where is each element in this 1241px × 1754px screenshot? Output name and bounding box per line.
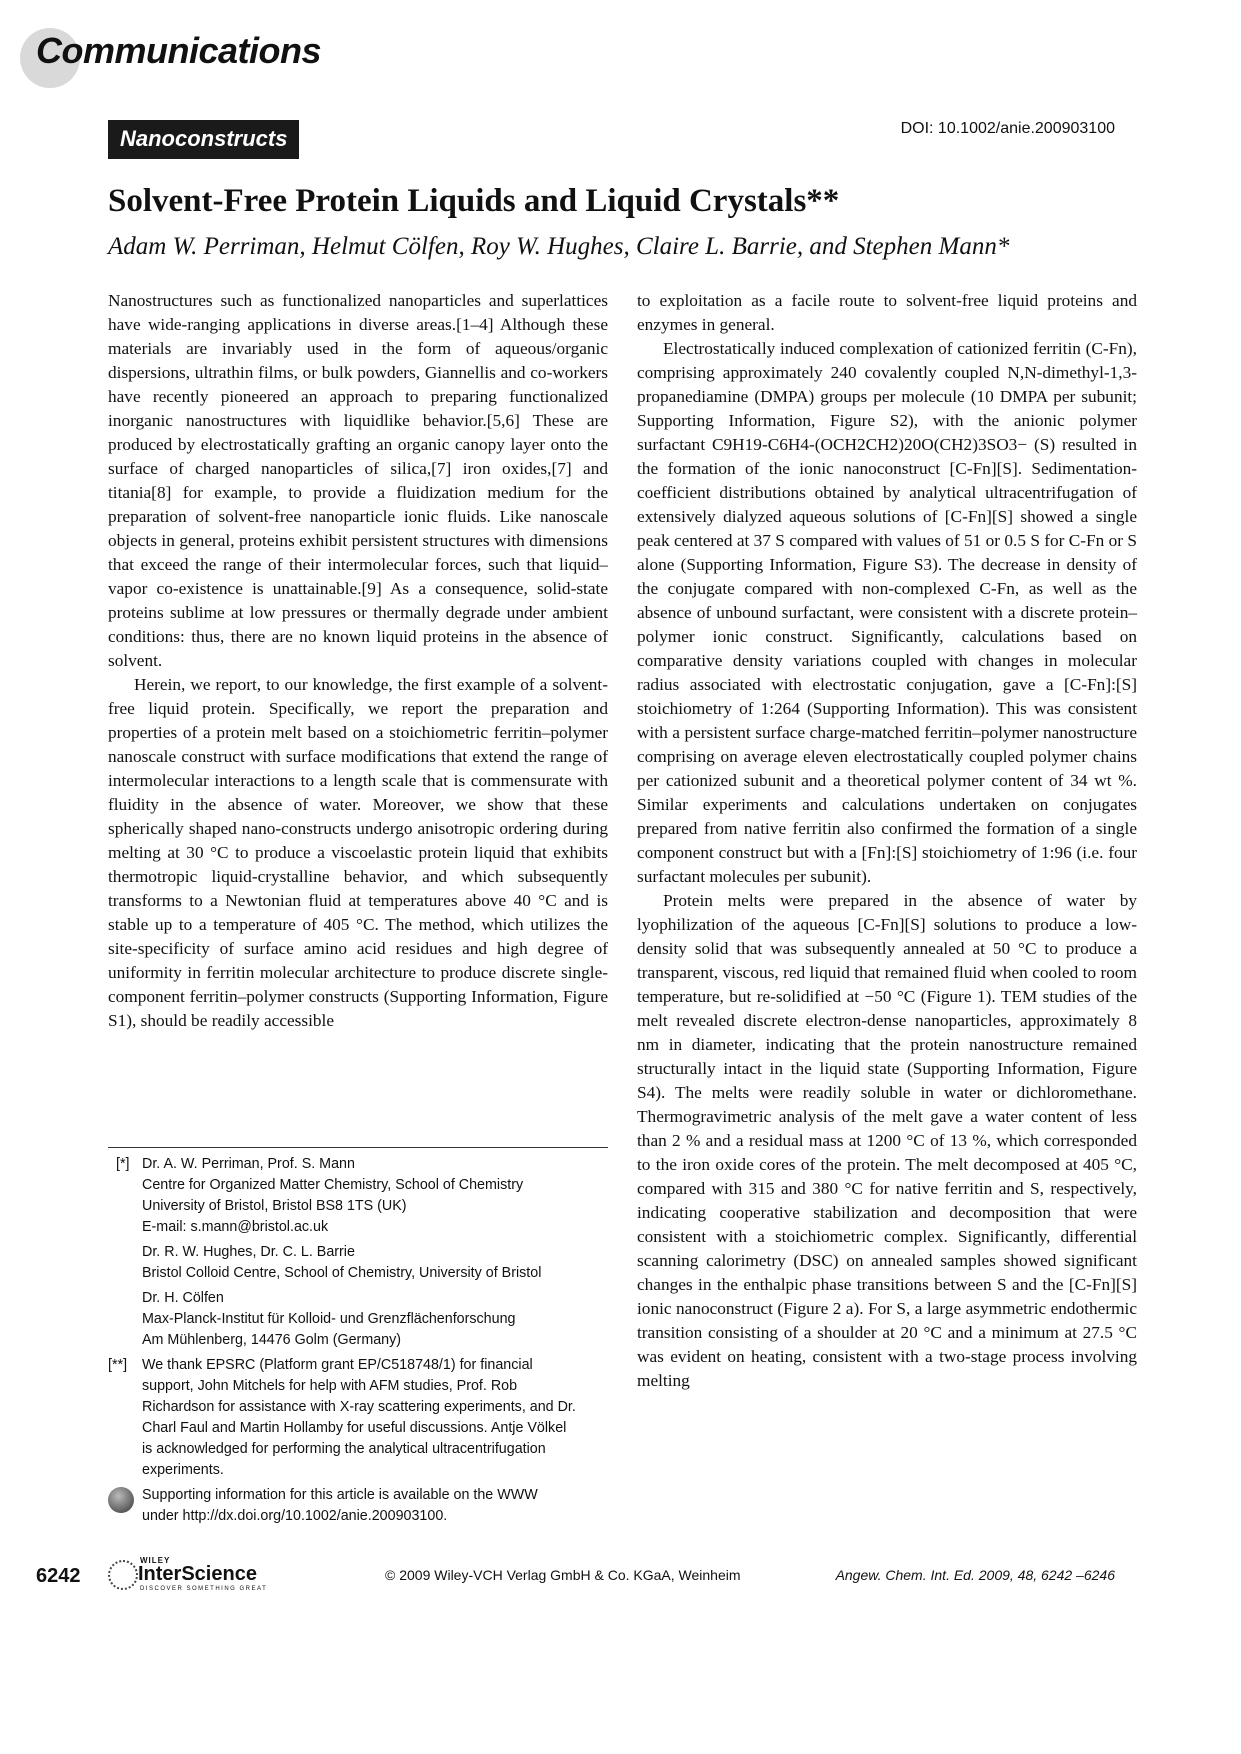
author-list: Adam W. Perriman, Helmut Cölfen, Roy W. Hughes, Claire L. Barrie, and Stephen Mann* <box>108 233 1010 260</box>
acknowledgment-mark: [**] <box>108 1357 128 1373</box>
acknowledgment-line: experiments. <box>142 1462 224 1478</box>
paragraph: Nanostructures such as functionalized nanoparticles and superlattices have wide-ranging applications in diverse areas.[1–4] Although these materials are invariably used in the form of aqueous/organic dispersions, ultrathin films, or bulk powders, Giannellis and co-workers have recently pioneered an approach to preparing functionalized inorganic nanostructures with liquidlike behavior.[5,6] These are produced by electrostatically grafting an organic canopy layer onto the surface of charged nanoparticles of silica,[7] iron oxides,[7] and titania[8] for example, to provide a fluidization medium for the preparation of solvent-free nanoparticle ionic fluids. Like nanoscale objects in general, proteins exhibit persistent structures with dimensions that exceed the range of their intermolecular forces, such that liquid–vapor co-existence is unattainable.[9] As a consequence, solid-state proteins sublime at low pressures or thermally degrade under ambient conditions: thus, there are no known liquid proteins in the absence of solvent. <box>108 291 608 670</box>
affiliation-email[interactable]: E-mail: s.mann@bristol.ac.uk <box>142 1219 329 1235</box>
sun-logo-icon <box>108 1560 138 1590</box>
supporting-info-link[interactable]: under http://dx.doi.org/10.1002/anie.200903100. <box>142 1508 448 1524</box>
publisher-logo[interactable] <box>108 1556 267 1592</box>
article-title: Solvent-Free Protein Liquids and Liquid Crystals** <box>108 183 840 219</box>
topic-kicker: Nanoconstructs <box>108 120 299 159</box>
logo-tagline: DISCOVER SOMETHING GREAT <box>140 1586 268 1592</box>
acknowledgment-line: is acknowledged for performing the analytical ultracentrifugation <box>142 1441 546 1457</box>
affiliation-note <box>108 1154 608 1351</box>
left-column <box>108 289 608 1531</box>
logo-wiley: WILEY <box>140 1556 171 1565</box>
copyright: © 2009 Wiley-VCH Verlag GmbH & Co. KGaA, Weinheim <box>385 1567 741 1583</box>
acknowledgment-line: We thank EPSRC (Platform grant EP/C518748/1) for financial <box>142 1357 533 1373</box>
logo-brand: InterScience <box>138 1563 257 1585</box>
supporting-info-line: Supporting information for this article is available on the WWW <box>142 1487 538 1503</box>
supporting-info-note <box>108 1485 608 1527</box>
section-heading: Communications <box>36 30 322 71</box>
affiliation-address: University of Bristol, Bristol BS8 1TS (UK) <box>142 1198 407 1214</box>
acknowledgment-line: Richardson for assistance with X-ray scattering experiments, and Dr. <box>142 1399 576 1415</box>
paragraph: Protein melts were prepared in the absence of water by lyophilization of the aqueous [C-Fn][S] solutions to produce a low-density solid that was subsequently annealed at 50 °C to produce a transparent, viscous, red liquid that remained fluid when cooled to room temperature, but re-solidified at −50 °C (Figure 1). TEM studies of the melt revealed discrete electron-dense nanoparticles, approximately 8 nm in diameter, indicating that the protein nanostructure remained structurally intact in the liquid state (Supporting Information, Figure S4). The melts were readily soluble in water or dichloromethane. Thermogravimetric analysis of the melt gave a water content of less than 2 % and a residual mass at 1200 °C of 13 %, which corresponded to the iron oxide cores of the protein. The melt decomposed at 405 °C, compared with 315 and 380 °C for native ferritin and S, respectively, indicating cooperative stabilization and decomposition that were consistent with a stoichiometric complex. Significantly, differential scanning calorimetry (DSC) on annealed samples showed significant changes in the enthalpic phase transitions between S and the [C-Fn][S] ionic nanoconstruct (Figure 2 a). For S, a large asymmetric endothermic transition consisting of a shoulder at 20 °C and a minimum at 27.5 °C was evident on heating, consistent with a two-stage process involving melting <box>637 891 1137 1390</box>
acknowledgment-note <box>108 1355 608 1481</box>
doi[interactable]: DOI: 10.1002/anie.200903100 <box>900 120 1115 137</box>
paragraph: Electrostatically induced complexation of cationized ferritin (C-Fn), comprising approximately 240 covalently coupled N,N-dimethyl-1,3-propanediamine (DMPA) groups per molecule (10 DMPA per subunit; Supporting Information, Figure S2), with the anionic polymer surfactant C9H19-C6H4-(OCH2CH2)20O(CH2)3SO3− (S) resulted in the formation of the ionic nanoconstruct [C-Fn][S]. Sedimentation-coefficient distributions obtained by analytical ultracentrifugation of extensively dialyzed aqueous solutions of [C-Fn][S] showed a single peak centered at 37 S compared with values of 51 or 0.5 S for C-Fn or S alone (Supporting Information, Figure S3). The decrease in density of the conjugate compared with non-complexed C-Fn, as well as the absence of unbound surfactant, were consistent with a discrete protein–polymer ionic construct. Significantly, calculations based on comparative density variations coupled with changes in molecular radius associated with electrostatic conjugation, gave a [C-Fn]:[S] stoichiometry of 1:264 (Supporting Information). This was consistent with a persistent surface charge-matched ferritin–polymer nanostructure comprising on average eleven electrostatically coupled polymer chains per cationized subunit and a theoretical polymer content of 34 wt %. Similar experiments and calculations undertaken on conjugates prepared from native ferritin also confirmed the formation of a single component construct but with a [Fn]:[S] stoichiometry of 1:96 (i.e. four surfactant molecules per subunit). <box>637 339 1137 886</box>
acknowledgment-line: Charl Faul and Martin Hollamby for useful discussions. Antje Völkel <box>142 1420 567 1436</box>
footnotes <box>108 1154 608 1527</box>
affiliation-names: Dr. A. W. Perriman, Prof. S. Mann <box>142 1156 355 1172</box>
journal-citation: Angew. Chem. Int. Ed. 2009, 48, 6242 –6246 <box>835 1567 1115 1583</box>
footnote-divider <box>108 1147 608 1148</box>
affiliation-names: Dr. R. W. Hughes, Dr. C. L. Barrie <box>142 1244 355 1260</box>
paragraph: to exploitation as a facile route to solvent-free liquid proteins and enzymes in general. <box>637 291 1137 334</box>
paragraph: Herein, we report, to our knowledge, the first example of a solvent-free liquid protein. Specifically, we report the preparation and properties of a protein melt based on a stoichiometric ferritin–polymer nanoscale construct with surface modifications that extend the range of intermolecular interactions to a length scale that is commensurate with fluidity in the absence of water. Moreover, we show that these spherically shaped nano-constructs undergo anisotropic ordering during melting at 30 °C to produce a viscoelastic protein liquid that exhibits thermotropic liquid-crystalline behavior, and which subsequently transforms to a Newtonian fluid at temperatures above 40 °C and is stable up to a temperature of 405 °C. The method, which utilizes the site-specificity of surface amino acid residues and high degree of uniformity in ferritin molecular architecture to produce discrete single-component ferritin–polymer constructs (Supporting Information, Figure S1), should be readily accessible <box>108 675 608 1030</box>
page-number: 6242 <box>36 1565 81 1587</box>
affiliation-address: Am Mühlenberg, 14476 Golm (Germany) <box>142 1332 402 1348</box>
www-globe-icon <box>108 1487 134 1513</box>
affiliation-mark: [*] <box>116 1156 130 1172</box>
affiliation-institution: Bristol Colloid Centre, School of Chemistry, University of Bristol <box>142 1265 542 1281</box>
right-column <box>637 289 1137 1393</box>
affiliation-institution: Max-Planck-Institut für Kolloid- und Grenzflächenforschung <box>142 1311 516 1327</box>
acknowledgment-line: support, John Mitchels for help with AFM studies, Prof. Rob <box>142 1378 518 1394</box>
left-column-text <box>108 289 608 1129</box>
affiliation-institution: Centre for Organized Matter Chemistry, School of Chemistry <box>142 1177 524 1193</box>
affiliation-names: Dr. H. Cölfen <box>142 1290 224 1306</box>
